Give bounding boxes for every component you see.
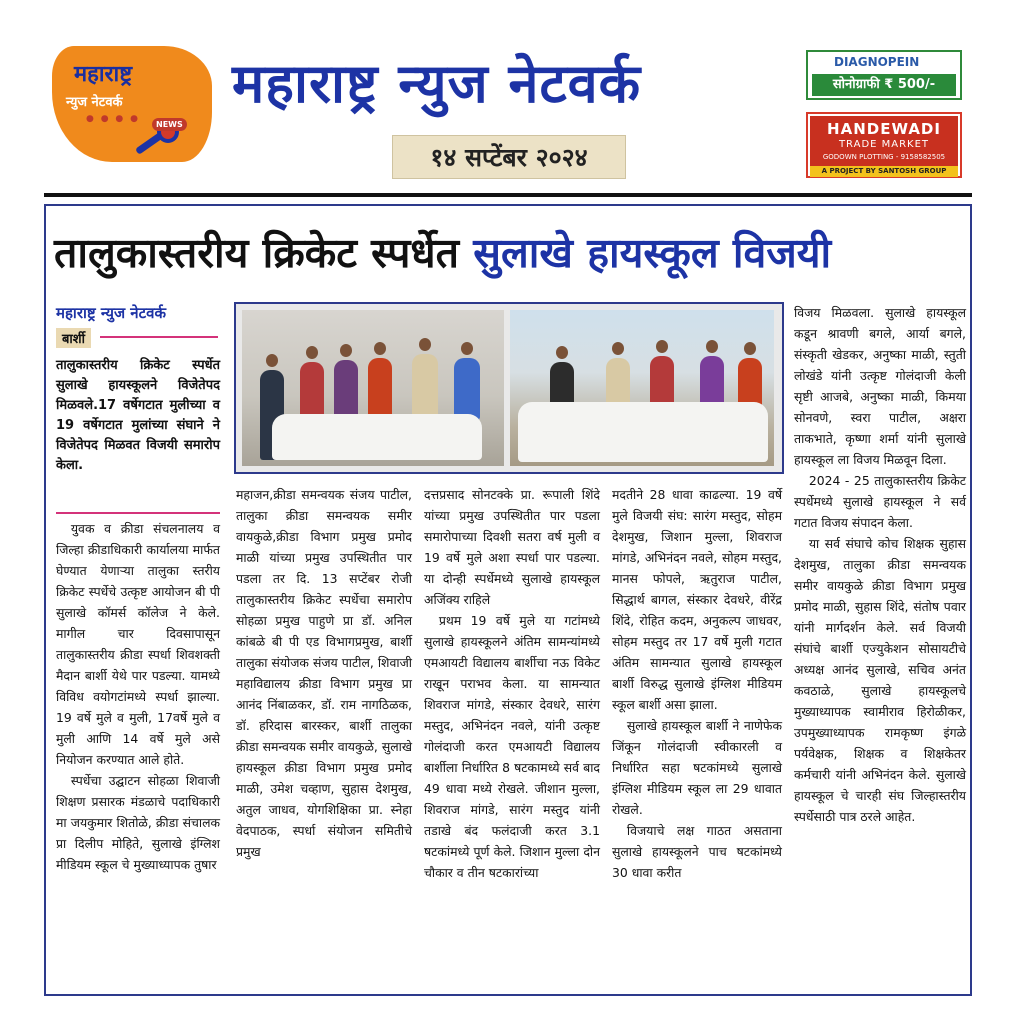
article-headline	[54, 224, 966, 280]
photo-person-head	[706, 340, 718, 353]
column-5-paragraph-2: 2024 - 25 तालुकास्तरीय क्रिकेट स्पर्धेमध्ये सुलाखे हायस्कूल ने सर्व गटात विजय संपादन केला.	[794, 473, 966, 530]
column-2-paragraph-1: महाजन,क्रीडा समन्वयक संजय पाटील, तालुका क्रीडा समन्वयक समीर वायकुळे,क्रीडा विभाग प्रमुख प्रमोद माळी यांच्या प्रमुख उपस्थितीत पार पडला तर दि. 13 सप्टेंबर रोजी तालुकास्तरीय क्रिकेट स्पर्धेचा समारोप सोहळा प्रमुख पाहुणे प्रा डॉ. अनिल कांबळे बी पी एड विभागप्रमुख, बार्शी तालुका संयोजक संजय पाटील, शिवाजी महाविद्यालय क्रीडा विभाग प्रमुख प्रा आनंद निंबाळकर, डॉ. राम नागठिळक, डॉ. हरिदास बारस्कर, बार्शी तालुका क्रीडा समन्वयक समीर वायकुळे, सुलाखे हायस्कूल क्रीडा विभाग प्रमुख प्रमोद माळी, उमेश चव्हाण, सुहास देशमुख, अतुल जाधव, योगशिक्षिका प्रा. स्नेहा वेदपाठक, स्पर्धा संयोजन समितीचे प्रमुख	[236, 487, 412, 859]
photo-players-row	[272, 414, 482, 460]
photo-person	[368, 358, 392, 418]
column-1-paragraph-2: स्पर्धेचा उद्घाटन सोहळा शिवाजी शिक्षण प्रसारक मंडळाचे पदाधिकारी मा जयकुमार शितोळे, क्रीडा संचालक प्रा दिलीप मोहिते, सुलाखे इंग्लिश मीडियम स्कूल चे मुख्याध्यापक तुषार	[56, 773, 220, 872]
article-column-2	[236, 484, 412, 862]
handewadi-footer: A PROJECT BY SANTOSH GROUP	[810, 166, 958, 177]
diagnopein-brand: DIAGNOPEIN	[834, 55, 920, 69]
team-photo	[234, 302, 784, 474]
handewadi-subtitle: TRADE MARKET	[838, 139, 930, 150]
photo-person-head	[612, 342, 624, 355]
article-column-1	[56, 518, 220, 875]
column-4-paragraph-2: सुलाखे हायस्कूल बार्शी ने नाणेफेक जिंकून गोलंदाजी स्वीकारली व निर्धारित सहा षटकांमध्ये सुलाखे इंग्लिश मीडियम स्कूल ला 29 धावात रोखले.	[612, 718, 782, 817]
photo-person	[454, 358, 480, 420]
handewadi-detail: GODOWN PLOTTING - 9158582505	[822, 153, 946, 161]
logo-title: महाराष्ट्र	[74, 62, 133, 87]
maharashtra-news-logo[interactable]	[52, 46, 212, 162]
handewadi-ad[interactable]	[806, 112, 962, 178]
article-column-3	[424, 484, 600, 883]
column-5-paragraph-1: विजय मिळवला. सुलाखे हायस्कूल कडून श्रावणी बगले, आर्या बगले, संस्कृती खेडकर, अनुष्का माळी, स्तुती लोखंडे यांनी उत्कृष्ट गोलंदाजी केली सृष्टी आजबे, अनुष्का माळी, किमया सोनवणे, स्वरा पाटील, अक्षरा ताकभाते, कृष्णा शर्मा यांनी सुलाखे हायस्कूल ला विजय मिळवून दिला.	[794, 305, 966, 467]
photo-person	[300, 362, 324, 422]
article-byline: महाराष्ट्र न्युज नेटवर्क	[56, 304, 167, 322]
column-1-paragraph-1: युवक व क्रीडा संचलनालय व जिल्हा क्रीडाधिकारी कार्यालया मार्फत घेण्यात येणाऱ्या तालुका स्तरीय क्रिकेट स्पर्धेचे उत्कृष्ट आयोजन बी पी सुलाखे कॉमर्स कॉलेज ने केले. मागील चार दिवसापासून तालुकास्तरीय क्रीडा स्पर्धा शिवशक्ती मैदान बार्शी येथे पार पडल्या. यामध्ये विविध वयोगटांमध्ये स्पर्धा झाल्या. 19 वर्षे मुले व मुली, 17वर्षे मुले व मुली आणि 14 वर्षे मुले असे नियोजन करण्यात आले होते.	[56, 521, 220, 767]
article-column-5	[794, 302, 966, 827]
photo-person-head	[306, 346, 318, 359]
intro-divider	[56, 512, 220, 514]
photo-person-head	[656, 340, 668, 353]
paper-title[interactable]: महाराष्ट्र न्युज नेटवर्क	[232, 52, 642, 115]
news-badge: NEWS	[152, 118, 187, 131]
masthead-divider	[44, 193, 972, 197]
diagnopein-offer: सोनोग्राफी ₹ 500/-	[812, 74, 956, 96]
article-intro: तालुकास्तरीय क्रिकेट स्पर्धेत सुलाखे हायस्कूलने विजेतेपद मिळवले.17 वर्षेगटात मुलीच्या व 19 वर्षेगटात मुलांच्या संघाने ने विजेतेपद मिळवत विजयी समारोप केला.	[56, 358, 220, 473]
handewadi-name: HANDEWADI	[827, 120, 941, 138]
logo-dots: ● ● ● ●	[86, 114, 140, 124]
issue-date: १४ सप्टेंबर २०२४	[392, 135, 626, 179]
photo-person-head	[556, 346, 568, 359]
photo-person-head	[374, 342, 386, 355]
photo-person-head	[340, 344, 352, 357]
photo-person	[412, 354, 438, 418]
boys-team-photo	[510, 310, 774, 466]
masthead	[0, 0, 1016, 192]
diagnopein-ad[interactable]	[806, 50, 962, 100]
column-4-paragraph-1: मदतीने 28 धावा काढल्या. 19 वर्षे मुले विजयी संघ: सारंग मस्तुद, सोहम देशमुख, जिशान मुल्ला, शिवराज मांगडे, अभिनंदन नवले, सोहम मस्तुद, मानस फोपले, ऋतुराज पाटील, सिद्धार्थ बागल, संस्कार देवधरे, वीरेंद्र शिंदे, रोहित कदम, अनुकल्प जाधवर, सोहम मस्तुद तर 17 वर्षे मुली गटात अंतिम सामन्यात सुलाखे हायस्कूल बार्शी विरुद्ध सुलाखे इंग्लिश मीडियम स्कूल बार्शी असा झाला.	[612, 487, 782, 712]
photo-players-row	[518, 402, 768, 462]
headline-part-1: तालुकास्तरीय क्रिकेट स्पर्धेत	[54, 229, 460, 277]
article-column-4	[612, 484, 782, 883]
column-3-paragraph-2: प्रथम 19 वर्षे मुले या गटांमध्ये सुलाखे हायस्कूलने अंतिम सामन्यांमध्ये एमआयटी विद्यालय बार्शीचा नऊ विकेट राखून पराभव केला. या सामन्यात शिवराज मांगडे, संस्कार देवधरे, सारंग मस्तुद, अभिनंदन नवले, यांनी उत्कृष्ट गोलंदाजी करत एमआयटी विद्यालय बार्शीला निर्धारित 8 षटकामध्ये सर्व बाद 49 धावा मध्ये रोखले. जीशान मुल्ला, शिवराज मांगडे, सारंग मस्तुद यांनी तडाखे बंद फलंदाजी करत 3.1 षटकांमध्ये पूर्ण केले. जिशान मुल्ला दोन चौकार व तीन षटकारांच्या	[424, 613, 600, 880]
column-3-paragraph-1: दत्तप्रसाद सोनटक्के प्रा. रूपाली शिंदे यांच्या प्रमुख उपस्थितीत पार पडला समारोपाच्या दिवशी सतरा वर्ष मुली व 19 वर्षे मुले अशा स्पर्धा पार पडल्या. या दोन्ही स्पर्धेमध्ये सुलाखे हायस्कूल अजिंक्य राहिले	[424, 487, 600, 607]
headline-part-2: सुलाखे हायस्कूल विजयी	[473, 229, 832, 277]
photo-person-head	[266, 354, 278, 367]
dateline-place: बार्शी	[56, 328, 91, 348]
photo-person-head	[419, 338, 431, 351]
logo-subtitle: न्युज नेटवर्क	[66, 95, 123, 110]
handewadi-banner	[810, 116, 958, 166]
girls-team-photo	[242, 310, 504, 466]
column-5-paragraph-3: या सर्व संघाचे कोच शिक्षक सुहास देशमुख, तालुका क्रीडा समन्वयक समीर वायकुळे क्रीडा विभाग प्रमुख प्रमोद माळी, सुहास शिंदे, संतोष पवार यांनी मार्गदर्शन केले. सर्व विजयी संघांचे बार्शी एज्युकेशन सोसायटीचे अध्यक्ष आनंद सुलाखे, सचिव अनंत कवठाळे, सुलाखे हायस्कूलचे मुख्याध्यापक स्वामीराव हिरोळीकर, उपमुख्याध्यापक रामकृष्ण इंगळे पर्यवेक्षक, शिक्षक व शिक्षकेतर कर्मचारी यांनी अभिनंदन केले. सुलाखे हायस्कूल चे चारही संघ जिल्हास्तरीय स्पर्धेसाठी पात्र ठरले आहेत.	[794, 536, 966, 824]
photo-person-head	[461, 342, 473, 355]
byline-divider	[100, 336, 218, 338]
photo-person	[334, 360, 358, 420]
column-4-paragraph-3: विजयाचे लक्ष गाठत असताना सुलाखे हायस्कूलने पाच षटकांमध्ये 30 धावा करीत	[612, 823, 782, 880]
photo-person-head	[744, 342, 756, 355]
news-article	[44, 204, 972, 996]
